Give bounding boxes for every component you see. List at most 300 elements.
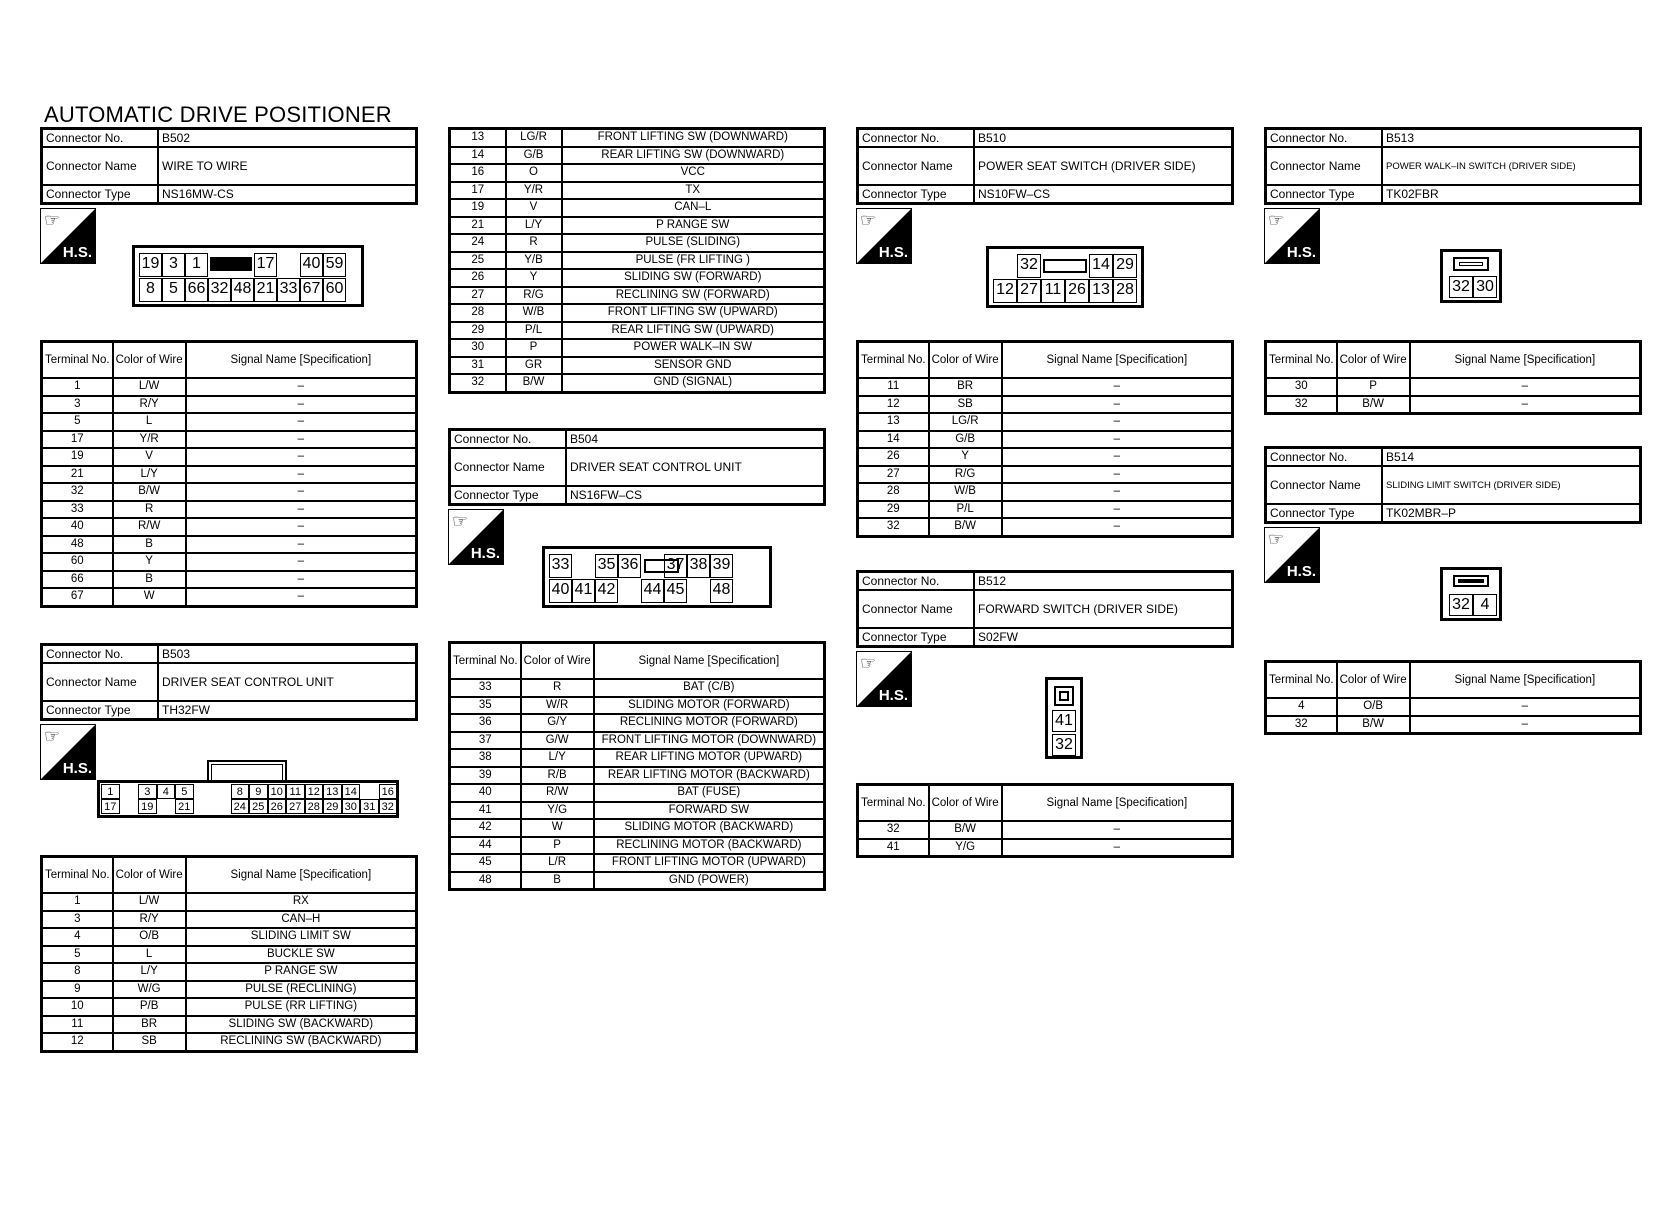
- pin: 19: [139, 253, 162, 277]
- signal-name-cell: –: [1002, 518, 1233, 536]
- terminal-no-cell: 5: [42, 413, 113, 431]
- table-row: [42, 518, 417, 536]
- color-header: Color of Wire: [929, 342, 1002, 379]
- terminal-no-cell: 17: [42, 431, 113, 449]
- table-row: [858, 396, 1233, 414]
- table-row: [450, 234, 825, 252]
- signal-name-cell: RECLINING MOTOR (FORWARD): [594, 714, 825, 732]
- table-row: [450, 147, 825, 165]
- terminal-table-b502: [40, 340, 418, 608]
- pin: 32: [1017, 254, 1041, 278]
- connector-key: [1043, 259, 1087, 273]
- connector-no-value: B504: [566, 430, 825, 449]
- terminal-no-cell: 40: [450, 784, 521, 802]
- wire-color-cell: Y/R: [113, 431, 186, 449]
- wire-color-cell: R: [113, 501, 186, 519]
- pin: 29: [323, 799, 342, 814]
- connector-name-value: DRIVER SEAT CONTROL UNIT: [566, 448, 825, 486]
- wire-color-cell: B: [113, 536, 186, 554]
- terminal-no-cell: 29: [858, 501, 929, 519]
- signal-name-cell: FRONT LIFTING SW (DOWNWARD): [562, 129, 825, 147]
- wire-color-cell: R/W: [113, 518, 186, 536]
- wire-color-cell: L/R: [521, 854, 594, 872]
- connector-type-value: NS16FW–CS: [566, 486, 825, 505]
- terminal-no-cell: 12: [42, 1033, 113, 1051]
- connector-b510-header: [856, 127, 1234, 205]
- table-row: [450, 339, 825, 357]
- pin: 26: [1065, 279, 1089, 303]
- terminal-no-cell: 66: [42, 571, 113, 589]
- connector-no-value: B510: [974, 129, 1233, 148]
- table-row: [42, 571, 417, 589]
- signal-name-cell: BAT (C/B): [594, 679, 825, 697]
- connector-key: [210, 257, 252, 271]
- terminal-no-header: Terminal No.: [450, 643, 521, 680]
- wire-color-cell: R/W: [521, 784, 594, 802]
- signal-name-cell: –: [186, 483, 417, 501]
- signal-name-cell: –: [1002, 483, 1233, 501]
- table-row: [42, 413, 417, 431]
- terminal-table-b514: [1264, 660, 1642, 735]
- signal-name-cell: –: [186, 378, 417, 396]
- terminal-no-cell: 8: [42, 963, 113, 981]
- table-row: [450, 802, 825, 820]
- connector-no-value: B512: [974, 572, 1233, 591]
- signal-name-cell: GND (SIGNAL): [562, 374, 825, 392]
- connector-name-label: Connector Name: [1266, 466, 1383, 504]
- hs-label: H.S.: [1286, 244, 1316, 261]
- terminal-no-cell: 37: [450, 732, 521, 750]
- signal-name-cell: –: [186, 553, 417, 571]
- signal-name-cell: P RANGE SW: [562, 217, 825, 235]
- terminal-table-b504: [448, 641, 826, 891]
- terminal-table-b513: [1264, 340, 1642, 415]
- signal-name-cell: FRONT LIFTING MOTOR (UPWARD): [594, 854, 825, 872]
- terminal-no-cell: 41: [858, 839, 929, 857]
- signal-name-cell: –: [1002, 821, 1233, 839]
- harness-side-icon: [856, 651, 912, 707]
- connector-b502-header: [40, 127, 418, 205]
- pin: 4: [1473, 594, 1497, 616]
- terminal-no-cell: 3: [42, 396, 113, 414]
- terminal-no-cell: 21: [42, 466, 113, 484]
- wire-color-cell: R/Y: [113, 911, 186, 929]
- wire-color-cell: Y/R: [506, 182, 562, 200]
- pin: 3: [162, 253, 185, 277]
- table-row: [42, 501, 417, 519]
- signal-name-cell: POWER WALK–IN SW: [562, 339, 825, 357]
- terminal-no-cell: 13: [858, 413, 929, 431]
- terminal-no-cell: 36: [450, 714, 521, 732]
- signal-name-cell: PULSE (RECLINING): [186, 981, 417, 999]
- signal-name-cell: FRONT LIFTING SW (UPWARD): [562, 304, 825, 322]
- connector-name-value: FORWARD SWITCH (DRIVER SIDE): [974, 590, 1233, 628]
- terminal-no-cell: 27: [450, 287, 506, 305]
- wire-color-cell: BR: [929, 378, 1002, 396]
- pin: 28: [305, 799, 324, 814]
- pin: 9: [249, 784, 268, 799]
- connector-b513-diagram: [1440, 249, 1502, 303]
- terminal-table-b503-cont: [448, 127, 826, 394]
- terminal-no-header: Terminal No.: [1266, 342, 1337, 379]
- wire-color-cell: G/B: [929, 431, 1002, 449]
- wire-color-cell: P: [506, 339, 562, 357]
- wire-color-cell: O/B: [1337, 698, 1410, 716]
- pin: 32: [1449, 276, 1473, 298]
- terminal-no-cell: 29: [450, 322, 506, 340]
- pin: 12: [993, 279, 1017, 303]
- connector-name-value: POWER SEAT SWITCH (DRIVER SIDE): [974, 147, 1233, 185]
- pin: 35: [595, 554, 618, 578]
- pin: 33: [549, 554, 572, 578]
- table-row: [42, 963, 417, 981]
- table-row: [450, 129, 825, 147]
- table-row: [1266, 716, 1641, 734]
- table-row: [858, 431, 1233, 449]
- signal-name-cell: BAT (FUSE): [594, 784, 825, 802]
- wire-color-cell: SB: [929, 396, 1002, 414]
- terminal-no-cell: 33: [42, 501, 113, 519]
- terminal-no-cell: 1: [42, 893, 113, 911]
- wire-color-cell: LG/R: [506, 129, 562, 147]
- pin: 8: [231, 784, 250, 799]
- hand-icon: ☞: [860, 653, 877, 673]
- table-row: [450, 837, 825, 855]
- signal-name-cell: GND (POWER): [594, 872, 825, 890]
- pin: 8: [139, 278, 162, 302]
- table-row: [450, 164, 825, 182]
- hs-label: H.S.: [878, 687, 908, 704]
- terminal-no-cell: 40: [42, 518, 113, 536]
- connector-type-label: Connector Type: [1266, 504, 1383, 523]
- connector-b513-header: [1264, 127, 1642, 205]
- pin: 19: [138, 799, 157, 814]
- pin: 67: [300, 278, 323, 302]
- connector-no-label: Connector No.: [858, 572, 975, 591]
- terminal-no-cell: 26: [858, 448, 929, 466]
- terminal-no-cell: 67: [42, 588, 113, 606]
- terminal-no-cell: 25: [450, 252, 506, 270]
- wire-color-cell: BR: [113, 1016, 186, 1034]
- table-row: [858, 501, 1233, 519]
- terminal-no-cell: 17: [450, 182, 506, 200]
- terminal-no-cell: 28: [450, 304, 506, 322]
- connector-type-label: Connector Type: [42, 701, 159, 720]
- signal-name-cell: –: [186, 413, 417, 431]
- signal-name-cell: –: [1002, 501, 1233, 519]
- table-row: [450, 252, 825, 270]
- connector-no-label: Connector No.: [42, 645, 159, 664]
- connector-name-label: Connector Name: [858, 590, 975, 628]
- wire-color-cell: V: [113, 448, 186, 466]
- signal-name-cell: SENSOR GND: [562, 357, 825, 375]
- table-row: [42, 911, 417, 929]
- pin: 11: [286, 784, 305, 799]
- wire-color-cell: P/L: [506, 322, 562, 340]
- connector-no-label: Connector No.: [858, 129, 975, 148]
- connector-name-label: Connector Name: [450, 448, 567, 486]
- table-row: [42, 893, 417, 911]
- hs-label: H.S.: [62, 760, 92, 777]
- signal-name-cell: SLIDING SW (FORWARD): [562, 269, 825, 287]
- signal-name-cell: –: [1002, 448, 1233, 466]
- pin: 5: [162, 278, 185, 302]
- signal-name-cell: REAR LIFTING SW (UPWARD): [562, 322, 825, 340]
- signal-name-cell: –: [1002, 396, 1233, 414]
- pin: 4: [157, 784, 176, 799]
- signal-header: Signal Name [Specification]: [594, 643, 825, 680]
- harness-side-icon: [1264, 208, 1320, 264]
- terminal-no-cell: 32: [42, 483, 113, 501]
- terminal-no-cell: 32: [450, 374, 506, 392]
- terminal-no-cell: 39: [450, 767, 521, 785]
- pin: 11: [1041, 279, 1065, 303]
- terminal-no-cell: 14: [858, 431, 929, 449]
- wire-color-cell: O: [506, 164, 562, 182]
- wire-color-cell: Y: [506, 269, 562, 287]
- terminal-no-cell: 48: [42, 536, 113, 554]
- harness-side-icon: [856, 208, 912, 264]
- signal-name-cell: PULSE (SLIDING): [562, 234, 825, 252]
- color-header: Color of Wire: [929, 785, 1002, 822]
- signal-header: Signal Name [Specification]: [1002, 785, 1233, 822]
- table-row: [450, 784, 825, 802]
- table-row: [450, 217, 825, 235]
- terminal-no-cell: 13: [450, 129, 506, 147]
- table-row: [858, 518, 1233, 536]
- table-row: [450, 872, 825, 890]
- wire-color-cell: GR: [506, 357, 562, 375]
- terminal-no-cell: 32: [1266, 396, 1337, 414]
- hs-label: H.S.: [1286, 563, 1316, 580]
- signal-name-cell: PULSE (FR LIFTING ): [562, 252, 825, 270]
- wire-color-cell: Y: [929, 448, 1002, 466]
- wire-color-cell: B/W: [113, 483, 186, 501]
- terminal-no-cell: 10: [42, 998, 113, 1016]
- terminal-no-header: Terminal No.: [1266, 662, 1337, 699]
- pin: 36: [618, 554, 641, 578]
- table-row: [42, 536, 417, 554]
- connector-no-value: B513: [1382, 129, 1641, 148]
- connector-b502-diagram: [132, 245, 364, 307]
- wire-color-cell: W: [521, 819, 594, 837]
- terminal-no-cell: 60: [42, 553, 113, 571]
- wire-color-cell: LG/R: [929, 413, 1002, 431]
- connector-type-value: TK02FBR: [1382, 185, 1641, 204]
- connector-type-label: Connector Type: [450, 486, 567, 505]
- terminal-no-cell: 41: [450, 802, 521, 820]
- table-row: [450, 749, 825, 767]
- connector-name-label: Connector Name: [42, 147, 159, 185]
- wire-color-cell: W/G: [113, 981, 186, 999]
- pin: 40: [549, 579, 572, 603]
- connector-no-label: Connector No.: [450, 430, 567, 449]
- pin: 33: [277, 278, 300, 302]
- wire-color-cell: R: [521, 679, 594, 697]
- table-row: [42, 396, 417, 414]
- signal-name-cell: –: [186, 396, 417, 414]
- pin: 31: [360, 799, 379, 814]
- signal-header: Signal Name [Specification]: [1002, 342, 1233, 379]
- table-row: [42, 1016, 417, 1034]
- signal-name-cell: –: [1002, 839, 1233, 857]
- terminal-no-cell: 44: [450, 837, 521, 855]
- pin: 26: [268, 799, 287, 814]
- table-row: [450, 182, 825, 200]
- wire-color-cell: V: [506, 199, 562, 217]
- connector-name-label: Connector Name: [42, 663, 159, 701]
- pin: 12: [305, 784, 324, 799]
- terminal-no-cell: 19: [450, 199, 506, 217]
- connector-type-label: Connector Type: [858, 185, 975, 204]
- wire-color-cell: R: [506, 234, 562, 252]
- terminal-no-cell: 48: [450, 872, 521, 890]
- signal-name-cell: SLIDING MOTOR (FORWARD): [594, 697, 825, 715]
- pin: 32: [379, 799, 398, 814]
- hand-icon: ☞: [860, 210, 877, 230]
- terminal-no-cell: 1: [42, 378, 113, 396]
- signal-header: Signal Name [Specification]: [186, 342, 417, 379]
- harness-side-icon: [1264, 527, 1320, 583]
- connector-name-value: POWER WALK–IN SWITCH (DRIVER SIDE): [1382, 147, 1641, 185]
- signal-name-cell: –: [1002, 431, 1233, 449]
- connector-name-label: Connector Name: [1266, 147, 1383, 185]
- terminal-no-cell: 12: [858, 396, 929, 414]
- connector-key: [1054, 686, 1074, 706]
- wire-color-cell: Y/G: [929, 839, 1002, 857]
- terminal-no-cell: 32: [858, 518, 929, 536]
- table-row: [42, 588, 417, 606]
- signal-name-cell: –: [1410, 698, 1641, 716]
- wire-color-cell: P: [1337, 378, 1410, 396]
- connector-b504-header: [448, 428, 826, 506]
- wire-color-cell: Y/B: [506, 252, 562, 270]
- pin: 21: [175, 799, 194, 814]
- harness-side-icon: [40, 208, 96, 264]
- table-row: [450, 374, 825, 392]
- terminal-no-cell: 5: [42, 946, 113, 964]
- signal-name-cell: REAR LIFTING MOTOR (BACKWARD): [594, 767, 825, 785]
- signal-name-cell: –: [186, 466, 417, 484]
- hand-icon: ☞: [44, 726, 61, 746]
- table-row: [450, 322, 825, 340]
- terminal-no-header: Terminal No.: [42, 857, 113, 894]
- wire-color-cell: SB: [113, 1033, 186, 1051]
- connector-name-value: DRIVER SEAT CONTROL UNIT: [158, 663, 417, 701]
- signal-name-cell: FORWARD SW: [594, 802, 825, 820]
- signal-name-cell: SLIDING SW (BACKWARD): [186, 1016, 417, 1034]
- table-row: [42, 928, 417, 946]
- pin: 17: [101, 799, 120, 814]
- connector-no-label: Connector No.: [1266, 129, 1383, 148]
- pin: 59: [323, 253, 346, 277]
- signal-name-cell: SLIDING LIMIT SW: [186, 928, 417, 946]
- signal-name-cell: CAN–H: [186, 911, 417, 929]
- table-row: [450, 304, 825, 322]
- wire-color-cell: L/W: [113, 893, 186, 911]
- pin: 32: [208, 278, 231, 302]
- connector-b504-diagram: [542, 546, 772, 608]
- terminal-no-cell: 42: [450, 819, 521, 837]
- pin: 21: [254, 278, 277, 302]
- connector-b512-header: [856, 570, 1234, 648]
- connector-b512-diagram: [1045, 677, 1083, 759]
- table-row: [858, 466, 1233, 484]
- terminal-no-cell: 27: [858, 466, 929, 484]
- signal-name-cell: TX: [562, 182, 825, 200]
- color-header: Color of Wire: [521, 643, 594, 680]
- signal-name-cell: RECLINING SW (BACKWARD): [186, 1033, 417, 1051]
- color-header: Color of Wire: [113, 857, 186, 894]
- connector-no-value: B514: [1382, 448, 1641, 467]
- signal-name-cell: P RANGE SW: [186, 963, 417, 981]
- pin: 48: [710, 579, 733, 603]
- hs-label: H.S.: [62, 244, 92, 261]
- terminal-no-cell: 32: [858, 821, 929, 839]
- pin: 17: [254, 253, 277, 277]
- signal-name-cell: –: [1002, 378, 1233, 396]
- signal-header: Signal Name [Specification]: [1410, 662, 1641, 699]
- color-header: Color of Wire: [1337, 662, 1410, 699]
- table-row: [450, 767, 825, 785]
- terminal-no-cell: 33: [450, 679, 521, 697]
- connector-type-value: TH32FW: [158, 701, 417, 720]
- pin: 5: [175, 784, 194, 799]
- pin: 16: [379, 784, 398, 799]
- terminal-no-cell: 38: [450, 749, 521, 767]
- connector-no-value: B502: [158, 129, 417, 148]
- table-row: [42, 981, 417, 999]
- connector-key: [1453, 257, 1489, 271]
- table-row: [858, 483, 1233, 501]
- table-row: [450, 269, 825, 287]
- wire-color-cell: P/B: [113, 998, 186, 1016]
- signal-name-cell: VCC: [562, 164, 825, 182]
- wire-color-cell: R/G: [506, 287, 562, 305]
- table-row: [450, 714, 825, 732]
- table-row: [42, 553, 417, 571]
- signal-name-cell: BUCKLE SW: [186, 946, 417, 964]
- connector-type-value: TK02MBR–P: [1382, 504, 1641, 523]
- connector-name-value: SLIDING LIMIT SWITCH (DRIVER SIDE): [1382, 466, 1641, 504]
- terminal-no-header: Terminal No.: [858, 785, 929, 822]
- table-row: [450, 679, 825, 697]
- pin: 14: [342, 784, 361, 799]
- harness-side-icon: [40, 724, 96, 780]
- table-row: [450, 732, 825, 750]
- wire-color-cell: L/Y: [113, 466, 186, 484]
- terminal-no-cell: 4: [1266, 698, 1337, 716]
- table-row: [1266, 698, 1641, 716]
- pin: 27: [286, 799, 305, 814]
- signal-name-cell: RX: [186, 893, 417, 911]
- table-row: [858, 413, 1233, 431]
- terminal-no-header: Terminal No.: [42, 342, 113, 379]
- hand-icon: ☞: [44, 210, 61, 230]
- hand-icon: ☞: [1268, 210, 1285, 230]
- pin: 40: [300, 253, 323, 277]
- wire-color-cell: B: [113, 571, 186, 589]
- signal-name-cell: –: [1410, 716, 1641, 734]
- terminal-table-b510: [856, 340, 1234, 538]
- table-row: [1266, 396, 1641, 414]
- terminal-no-cell: 28: [858, 483, 929, 501]
- terminal-no-cell: 3: [42, 911, 113, 929]
- signal-name-cell: –: [1410, 396, 1641, 414]
- connector-b510-diagram: [986, 246, 1144, 308]
- terminal-no-cell: 24: [450, 234, 506, 252]
- table-row: [858, 821, 1233, 839]
